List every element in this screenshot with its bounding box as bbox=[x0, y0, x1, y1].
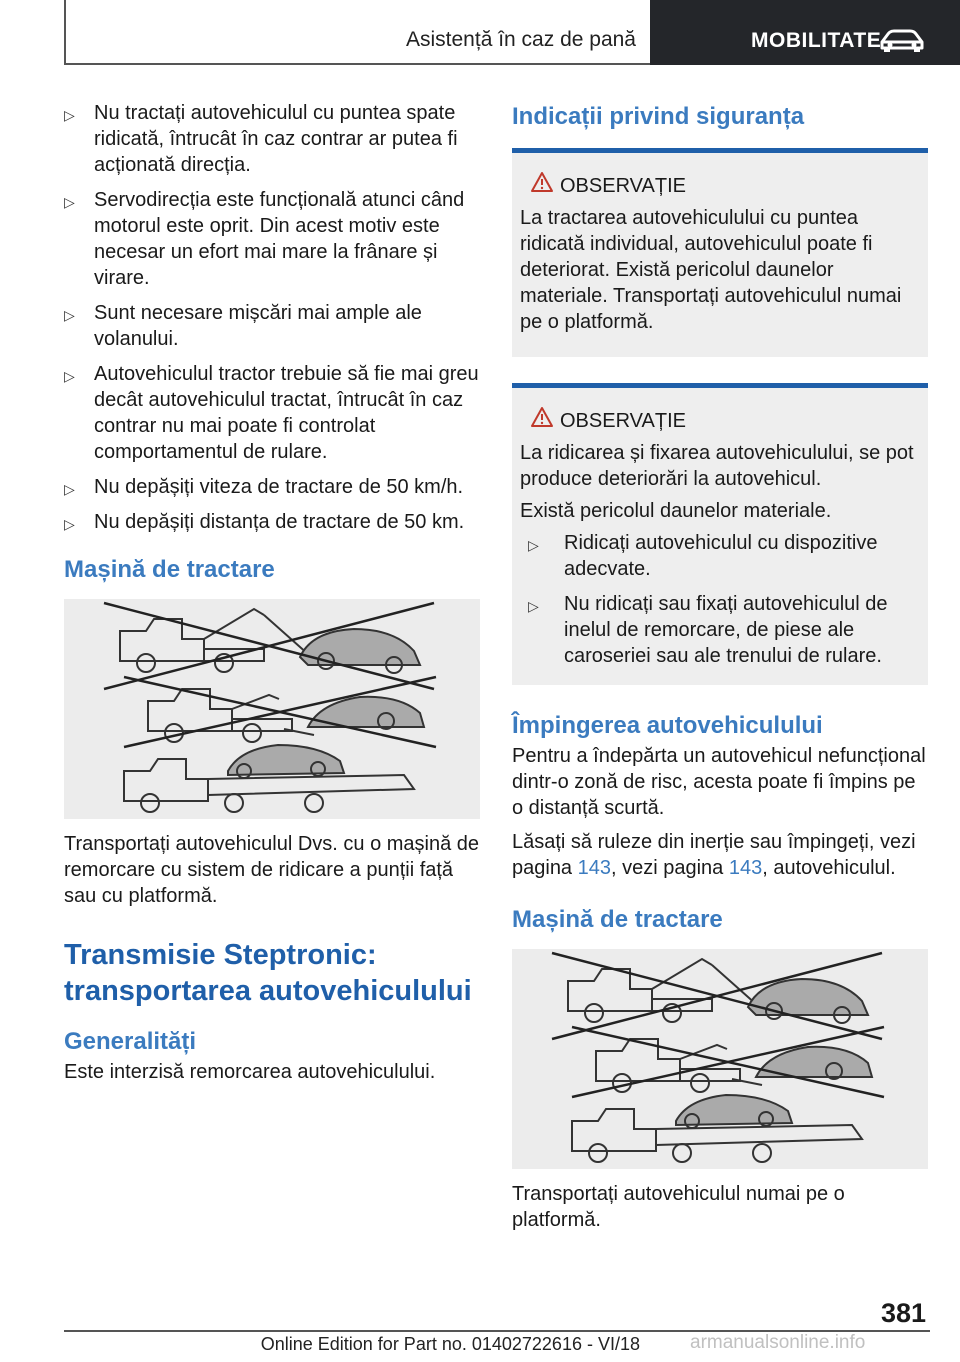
towing-rules-list bbox=[64, 100, 480, 535]
heading-steptronic: Transmisie Steptronic: transportarea autovehiculului bbox=[64, 939, 472, 1007]
heading-tow-truck: Mașină de tractare bbox=[64, 556, 275, 583]
header-chapter-label: MOBILITATE bbox=[751, 29, 882, 52]
triangle-bullet-icon: ▷ bbox=[64, 481, 75, 497]
warning-title: OBSERVAȚIE bbox=[520, 173, 920, 199]
triangle-bullet-icon: ▷ bbox=[64, 194, 75, 210]
header-chapter-tab bbox=[650, 0, 960, 65]
triangle-bullet-icon: ▷ bbox=[528, 598, 539, 614]
warning-triangle-icon bbox=[530, 406, 554, 428]
list-item: ▷ Servodirecția este funcțională atunci când motorul este oprit. Din acest motiv este necesar un efort mai mare la frânare și virare. bbox=[64, 189, 465, 289]
warning-text: La ridicarea și fixarea autovehiculului, se pot produce deteriorări la autovehicul. bbox=[520, 442, 914, 490]
list-item: ▷ Sunt necesare mișcări mai ample ale volanului. bbox=[64, 302, 422, 350]
page-link[interactable]: 143 bbox=[577, 857, 611, 879]
page-number: 381 bbox=[880, 1298, 926, 1328]
list-item: ▷ Nu tractați autovehiculul cu puntea spate ridicată, întrucât în caz contrar ar putea fi acționată direcția. bbox=[64, 102, 458, 176]
warning-title: OBSERVAȚIE bbox=[520, 408, 920, 434]
figure-caption: Transportați autovehiculul numai pe o platformă. bbox=[512, 1183, 845, 1231]
heading-general: Generalități bbox=[64, 1028, 197, 1055]
edition-note: Online Edition for Part no. 01402722616 - VI/18 bbox=[260, 1334, 640, 1354]
list-item: ▷ Nu ridicați sau fixați autovehiculul de inelul de remorcare, de piese ale caroseriei sau ale trenului de rulare. bbox=[528, 593, 888, 667]
list-item: ▷ Nu depășiți viteza de tractare de 50 km/h. bbox=[64, 474, 480, 500]
car-icon bbox=[878, 28, 926, 52]
list-item: ▷ Ridicați autovehiculul cu dispozitive adecvate. bbox=[528, 532, 878, 580]
heading-pushing: Împingerea autovehiculului bbox=[512, 712, 823, 739]
tow-truck-drawing bbox=[512, 949, 928, 1169]
triangle-bullet-icon: ▷ bbox=[64, 368, 75, 384]
push-text: Pentru a îndepărta un autovehicul nefuncțional dintr-o zonă de risc, acesta poate fi împins pe o distanță scurtă. bbox=[512, 745, 926, 819]
header-rule-bottom bbox=[64, 63, 650, 65]
warning-text: Există pericolul daunelor materiale. bbox=[520, 500, 832, 522]
tow-truck-drawing bbox=[64, 599, 480, 819]
general-text: Este interzisă remorcarea autovehiculului. bbox=[64, 1061, 436, 1083]
heading-safety: Indicații privind siguranța bbox=[512, 103, 805, 130]
warning-triangle-icon bbox=[530, 171, 554, 193]
push-text-links: Lăsați să ruleze din inerție sau împingeți, vezi pagina 143, vezi pagina 143, autovehiculul. bbox=[512, 831, 916, 879]
triangle-bullet-icon: ▷ bbox=[528, 537, 539, 553]
right-column bbox=[512, 100, 928, 1233]
triangle-bullet-icon: ▷ bbox=[64, 107, 75, 123]
warning-box-2 bbox=[512, 383, 928, 685]
header-section-title: Asistență în caz de pană bbox=[406, 28, 636, 51]
warning-box-1 bbox=[512, 148, 928, 357]
list-item: ▷ Autovehiculul tractor trebuie să fie mai greu decât autovehiculul tractat, întrucât în caz contrar nu mai poate fi controlat comportamentul de rulare. bbox=[64, 363, 479, 463]
tow-truck-illustration bbox=[512, 949, 928, 1169]
triangle-bullet-icon: ▷ bbox=[64, 307, 75, 323]
figure-caption: Transportați autovehiculul Dvs. cu o mașină de remorcare cu sistem de ridicare a punții față sau cu platformă. bbox=[64, 833, 480, 907]
list-item: ▷ Nu depășiți distanța de tractare de 50 km. bbox=[64, 509, 480, 535]
header-rule-left bbox=[64, 0, 66, 64]
heading-tow-truck: Mașină de tractare bbox=[512, 906, 723, 933]
page-link[interactable]: 143 bbox=[728, 857, 763, 879]
tow-truck-illustration bbox=[64, 599, 480, 819]
warning-text: La tractarea autovehiculului cu puntea ridicată individual, autovehiculul poate fi deteriorat. Există pericolul daunelor materiale. Transportați autovehiculul numai pe o platformă. bbox=[520, 207, 902, 333]
left-column bbox=[64, 100, 480, 1085]
watermark: armanualsonline.info bbox=[690, 1332, 866, 1353]
triangle-bullet-icon: ▷ bbox=[64, 516, 75, 532]
